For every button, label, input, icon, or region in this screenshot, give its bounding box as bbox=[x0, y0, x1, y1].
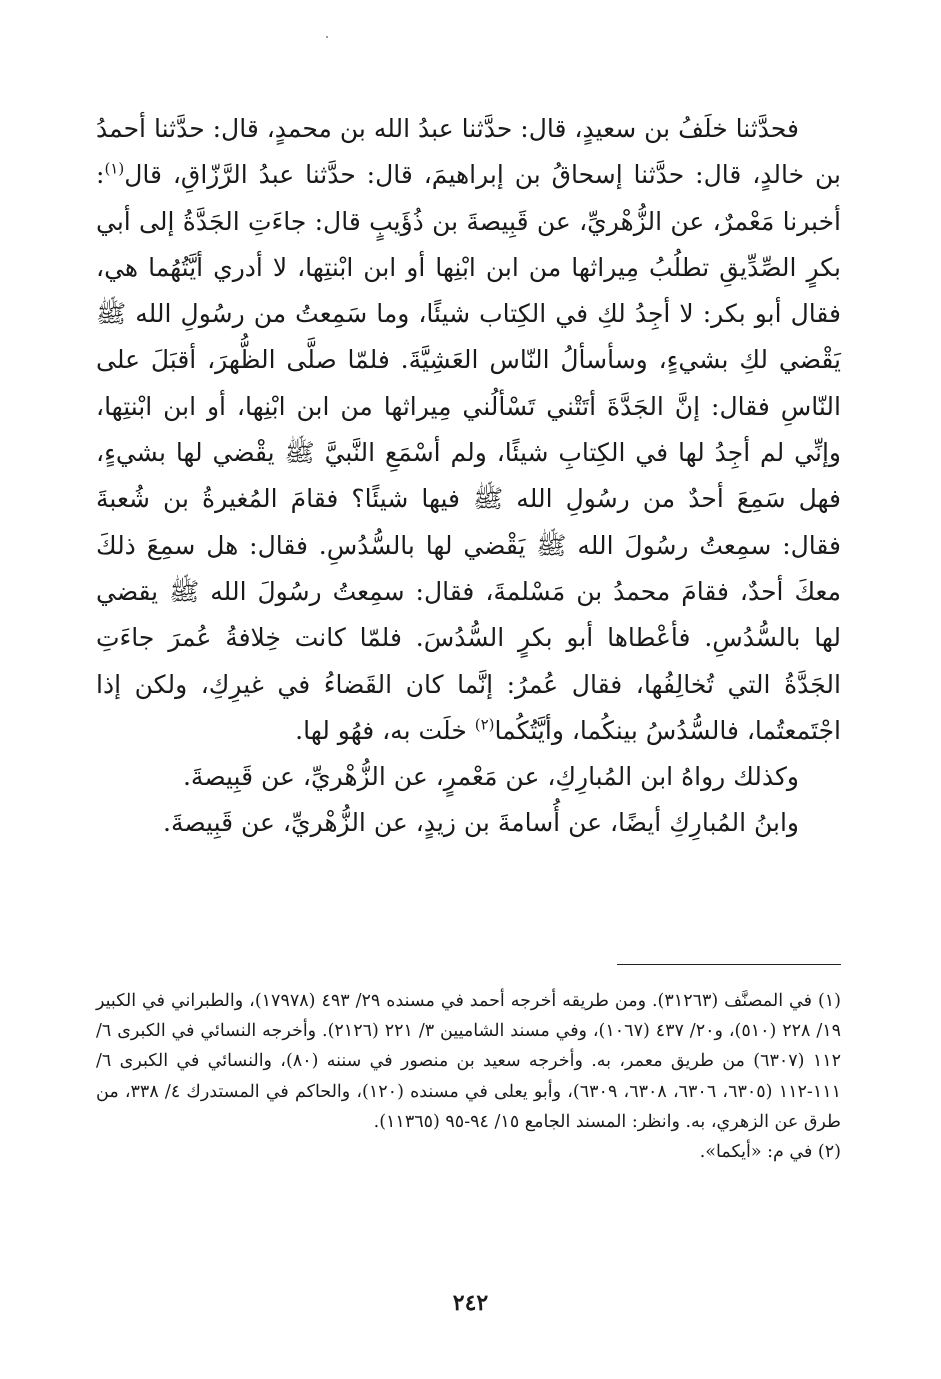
paragraph-1-end: خلَت به، فهُو لها. bbox=[295, 715, 475, 745]
print-speck bbox=[326, 36, 328, 38]
main-text bbox=[96, 106, 841, 847]
paragraph-1-text: فحدَّثنا خلَفُ بن سعيدٍ، قال: حدَّثنا عبدُ الله بن محمدٍ، قال: حدَّثنا أحمدُ بن خالدٍ، قال: حدَّثنا إسحاقُ بن إبراهيمَ، قال: حدَّثنا عبدُ الرَّزّاقِ، قال bbox=[96, 114, 841, 190]
footnotes bbox=[96, 986, 841, 1167]
footnote-1: (١) في المصنَّف (٣١٢٦٣). ومن طريقه أخرجه أحمد في مسنده ٢٩/ ٤٩٣ (١٧٩٧٨)، والطبراني في الكبير ١٩/ ٢٢٨ (٥١٠)، و٢٠/ ٤٣٧ (١٠٦٧)، وفي مسند الشاميين ٣/ ٢٢١ (٢١٢٦). وأخرجه النسائي في الكبرى ٦/ ١١٢ (٦٣٠٧) من طريق معمر، به. وأخرجه سعيد بن منصور في سننه (٨٠)، والنسائي في الكبرى ٦/ ١١١-١١٢ (٦٣٠٥، ٦٣٠٦، ٦٣٠٨، ٦٣٠٩)، وأبو يعلى في مسنده (١٢٠)، والحاكم في المستدرك ٤/ ٣٣٨، من طرق عن الزهري، به. وانظر: المسند الجامع ١٥/ ٩٤-٩٥ (١١٣٦٥). bbox=[96, 991, 842, 1132]
footnote-2: (٢) في م: «أيكما». bbox=[699, 1142, 841, 1163]
paragraph-2: وكذلك رواهُ ابن المُبارِكِ، عن مَعْمرٍ، عن الزُّهْريِّ، عن قَبِيصةَ. bbox=[182, 762, 799, 792]
paragraph-1-continued: : أخبرنا مَعْمرٌ، عن الزُّهْريِّ، عن قَبِيصةَ بن ذُؤَيبٍ قال: جاءَتِ الجَدَّةُ إلى أبي بكرٍ الصِّدِّيقِ تطلُبُ مِيراثها من ابن ابْنِها أو ابن ابْنتِها، لا أدري أيَّتُهُما هي، فقال أبو بكر: لا أجِدُ لكِ في الكِتاب شيئًا، وما سَمِعتُ من رسُولِ الله ﷺ يَقْضي لكِ بشيءٍ، وسأسألُ النّاس العَشِيَّةَ. فلمّا صلَّى الظُّهرَ، أقبَلَ على النّاسِ فقال: إنَّ الجَدَّةَ أتَتْني تَسْألُني مِيراثها من ابن ابْنِها، أو ابن ابْنتِها، وإنِّي لم أجِدُ لها في الكِتابِ شيئًا، ولم أسْمَعِ النَّبيَّ ﷺ يقْضي لها بشيءٍ، فهل سَمِعَ أحدٌ من رسُولِ الله ﷺ فيها شيئًا؟ فقامَ المُغيرةُ بن شُعبةَ فقال: سمِعتُ رسُولَ الله ﷺ يَقْضي لها بالسُّدُسِ. فقال: هل سمِعَ ذلكَ معكَ أحدٌ، فقامَ محمدُ بن مَسْلمةَ، فقال: سمِعتُ رسُولَ الله ﷺ يقضي لها بالسُّدُسِ. فأعْطاها أبو بكرٍ السُّدُسَ. فلمّا كانت خِلافةُ عُمرَ جاءَتِ الجَدَّةُ التي تُخالِفُها، فقال عُمرُ: إنَّما كان القَضاءُ في غيرِكِ، ولكن إذا اجْتَمعتُما، فالسُّدُسُ بينكُما، وأيَّتُكُما bbox=[96, 160, 841, 745]
footnote-ref-1: (١) bbox=[104, 159, 125, 178]
paragraph-1 bbox=[96, 106, 841, 754]
page-number: ٢٤٢ bbox=[452, 1290, 489, 1316]
paragraph-3: وابنُ المُبارِكِ أيضًا، عن أُسامةَ بن زيدٍ، عن الزُّهْريِّ، عن قَبِيصةَ. bbox=[163, 808, 799, 838]
footnote-separator bbox=[617, 964, 841, 965]
footnote-ref-2: (٢) bbox=[474, 715, 495, 734]
